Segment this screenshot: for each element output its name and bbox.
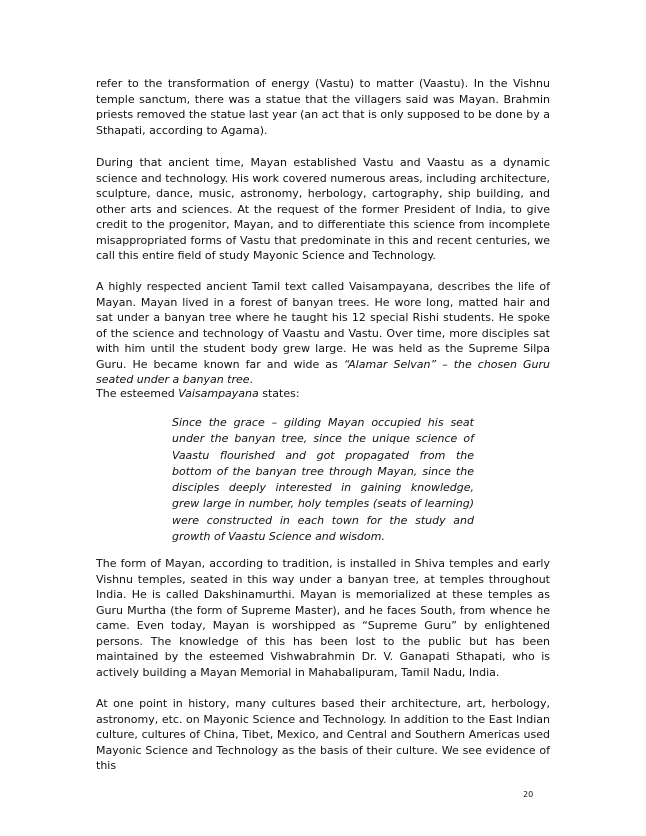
paragraph-quote-intro bbox=[96, 386, 550, 402]
page-number: 20 bbox=[523, 790, 534, 799]
paragraph-vaisampayana-life-of-mayan bbox=[96, 279, 550, 388]
paragraph-vishnu-temple: refer to the transformation of energy (Vastu) to matter (Vaastu). In the Vishnu temple sanctum, there was a statue that the villagers said was Mayan. Brahmin priests removed the statue last year (an act that is only supposed to be done by a Sthapati, according to Agama). bbox=[96, 77, 550, 137]
intro-suffix: states: bbox=[258, 387, 300, 400]
block-quote: Since the grace – gilding Mayan occupied his seat under the banyan tree, since the unique science of Vaastu flourished and got propagated from the bottom of the banyan tree through Mayan, since the disciples deeply interested in gaining knowledge, grew large in number, holy temples (seats of learning) were constructed in each town for the study and growth of Vaastu Science and wisdom. bbox=[172, 416, 474, 544]
period: . bbox=[249, 373, 254, 386]
paragraph-text: A highly respected ancient Tamil text called Vaisampayana, describes the life of Mayan. Mayan lived in a forest of banyan trees. He wore long, matted hair and sat under a banyan tree where he taught his 12 special Rishi students. He spoke of the science and technology of Vaastu and Vastu. Over time, more disciples sat with him until the student body grew large. He was held as the Supreme Silpa Guru. He became known far and wide as bbox=[96, 280, 550, 371]
paragraph-cultures: At one point in history, many cultures based their architecture, art, herbology, astronomy, etc. on Mayonic Science and Technology. In addition to the East Indian culture, cultures of China, Tibet, Mexico, and Central and Southern Americas used Mayonic Science and Technology as the basis of their culture. We see evidence of this bbox=[96, 697, 550, 772]
intro-prefix: The esteemed bbox=[96, 387, 179, 400]
alamar-selvan-title: “Alamar Selvan” bbox=[343, 357, 437, 371]
paragraph-mayonic-science: During that ancient time, Mayan established Vastu and Vaastu as a dynamic science and technology. His work covered numerous areas, including architecture, sculpture, dance, music, astronomy, herbology, cartography, ship building, and other arts and sciences. At the request of the former President of India, to give credit to the progenitor, Mayan, and to differentiate this science from incomplete misappropriated forms of Vastu that predominate in this and recent centuries, we call this entire field of study Mayonic Science and Technology. bbox=[96, 156, 550, 262]
dash: – bbox=[436, 357, 454, 371]
paragraph-dakshinamurthi: The form of Mayan, according to tradition, is installed in Shiva temples and early Vishnu temples, seated in this way under a banyan tree, at temples throughout India. He is called Dakshinamurthi. Mayan is memorialized at these temples as Guru Murtha (the form of Supreme Master), and he faces South, from whence he came. Even today, Mayan is worshipped as “Supreme Guru” by enlightened persons. The knowledge of this has been lost to the public but has been maintained by the esteemed Vishwabrahmin Dr. V. Ganapati Sthapati, who is actively building a Mayan Memorial in Mahabalipuram, Tamil Nadu, India. bbox=[96, 557, 550, 679]
italic-phrase: the chosen Guru seated under a banyan tree bbox=[96, 357, 550, 386]
vaisampayana-title: Vaisampayana bbox=[178, 387, 259, 400]
